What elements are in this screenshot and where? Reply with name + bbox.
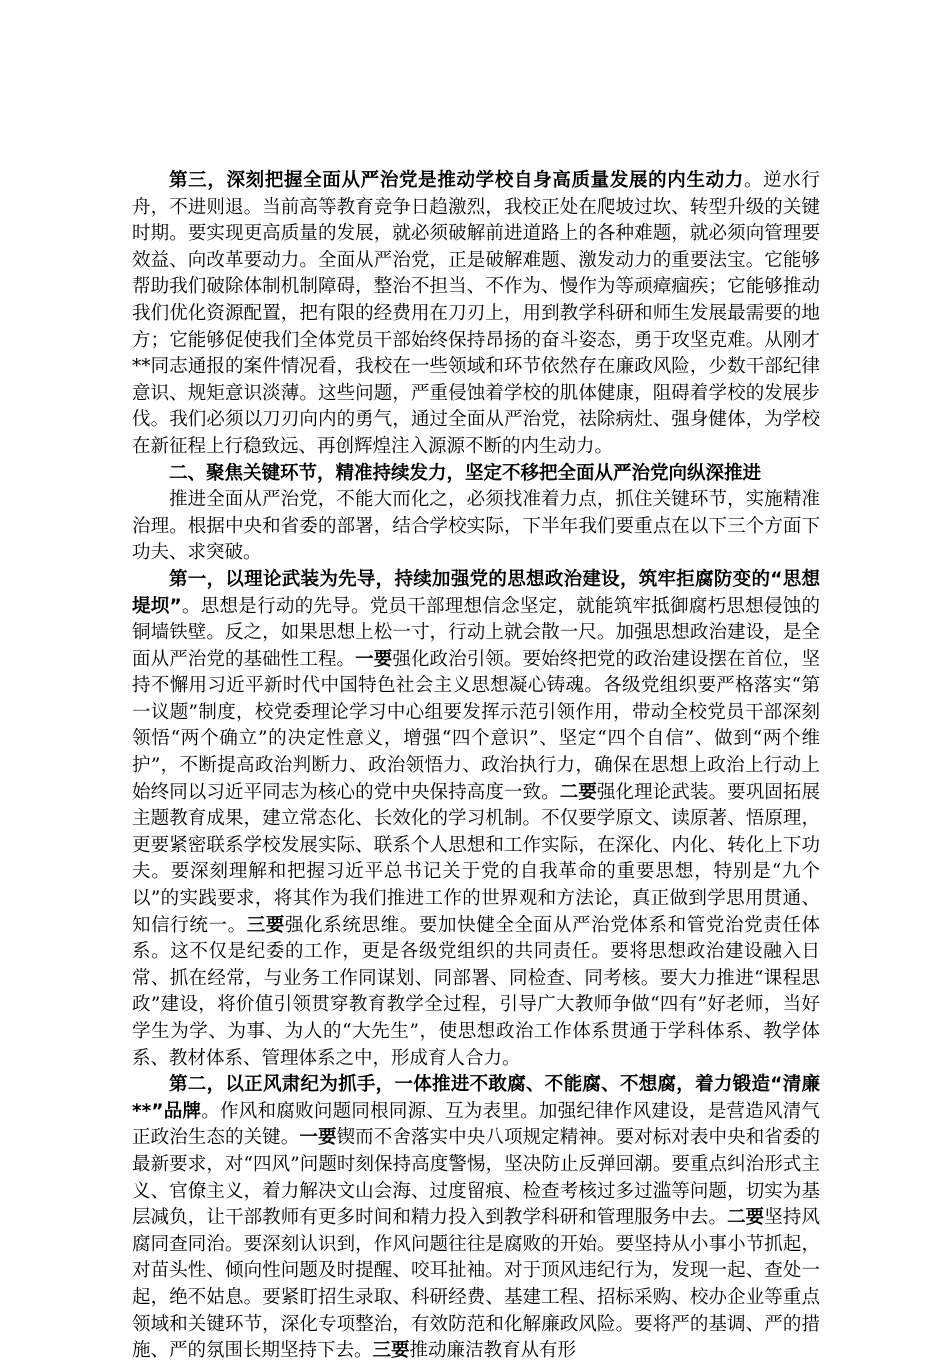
point-marker: 三要 (372, 1340, 410, 1362)
paragraph-body: 。思想是行动的先导。党员干部理想信念坚定，就能筑牢抵御腐朽思想侵蚀的铜墙铁壁。反之，如果思想上松一寸，行动上就会散一尺。加强思想政治建设，是全面从严治党的基础性工程。 (132, 595, 820, 670)
paragraph-body: 强化政治引领。要始终把党的政治建设摆在首位，坚持不懈用习近平新时代中国特色社会主义思想凝心铸魂。各级党组织要严格落实“第一议题”制度，校党委理论学习中心组要发挥示范引领作用，带动全校党员干部深刻领悟“两个确立”的决定性意义，增强“四个意识”、坚定“四个自信”、做到“两个维护”，不断提高政治判断力、政治领悟力、政治执行力，确保在思想上政治上行动上始终同以习近平同志为核心的党中央保持高度一致。 (132, 648, 820, 803)
paragraph-theory-first (132, 567, 820, 1072)
paragraph-lead: 第二，以正风肃纪为抓手，一体推进不敢腐、不能腐、不想腐，着力锻造“清廉**”品牌 (132, 1074, 820, 1122)
document-page (132, 168, 820, 1365)
point-marker: 二要 (559, 781, 597, 803)
point-marker: 二要 (727, 1207, 765, 1229)
paragraph-internal-driving-force (132, 168, 820, 461)
paragraph-body: 坚持风腐同查同治。要深刻认识到，作风问题往往是腐败的开始。要坚持从小事小节抓起，对苗头性、倾向性问题及时提醒、咬耳扯袖。对于顶风违纪行为，发现一起、查处一起，绝不姑息。要紧盯招生录取、科研经费、基建工程、招标采购、校办企业等重点领域和关键环节，深化专项整治，有效防范和化解廉政风险。要将严的基调、严的措施、严的氛围长期坚持下去。 (132, 1207, 820, 1362)
paragraph-lead: 第一，以理论武装为先导，持续加强党的思想政治建设，筑牢拒腐防变的“思想堤坝” (132, 568, 820, 617)
paragraph-body: 强化理论武装。要巩固拓展主题教育成果，建立常态化、长效化的学习机制。不仅要学原文、读原著、悟原理，更要紧密联系学校发展实际、联系个人思想和工作实际，在深化、内化、转化上下功夫。要深刻理解和把握习近平总书记关于党的自我革命的重要思想，特别是“九个以”的实践要求，将其作为我们推进工作的世界观和方法论，真正做到学思用贯通、知信行统一。 (132, 781, 820, 936)
paragraph-body: 。逆水行舟，不进则退。当前高等教育竞争日趋激烈，我校正处在爬坡过坎、转型升级的关键时期。要实现更高质量的发展，就必须破解前进道路上的各种难题，就必须向管理要效益、向改革要动力。全面从严治党，正是破解难题、激发动力的重要法宝。它能够帮助我们破除体制机制障碍，整治不担当、不作为、慢作为等顽瘴痼疾；它能够推动我们优化资源配置，把有限的经费用在刀刃上，用到教学科研和师生发展最需要的地方；它能够促使我们全体党员干部始终保持昂扬的奋斗姿态，勇于攻坚克难。从刚才**同志通报的案件情况看，我校在一些领域和环节依然存在廉政风险，少数干部纪律意识、规矩意识淡薄。这些问题，严重侵蚀着学校的肌体健康，阻碍着学校的发展步伐。我们必须以刀刃向内的勇气，通过全面从严治党，祛除病灶、强身健体，为学校在新征程上行稳致远、再创辉煌注入源源不断的内生动力。 (132, 170, 820, 457)
point-marker: 一要 (299, 1127, 337, 1149)
paragraph-body: 锲而不舍落实中央八项规定精神。要对标对表中央和省委的最新要求，对“四风”问题时刻保持高度警惕，坚决防止反弹回潮。要重点纠治形式主义、官僚主义，着力解决文山会海、过度留痕、检查考核过多过滥等问题，切实为基层减负，让干部教师有更多时间和精力投入到教学科研和管理服务中去。 (132, 1127, 820, 1229)
paragraph-lead: 第三，深刻把握全面从严治党是推动学校自身高质量发展的内生动力 (169, 170, 744, 191)
paragraph-body: 强化系统思维。要加快健全全面从严治党体系和管党治党责任体系。这不仅是纪委的工作，更是各级党组织的共同责任。要将思想政治建设融入日常、抓在经常，与业务工作同谋划、同部署、同检查、同考核。要大力推进“课程思政”建设，将价值引领贯穿教育教学全过程，引导广大教师争做“四有”好老师，当好学生为学、为事、为人的“大先生”，使思想政治工作体系贯通于学科体系、教学体系、教材体系、管理体系之中，形成育人合力。 (132, 914, 820, 1069)
paragraph-body: 推动廉洁教育从有形 (409, 1340, 577, 1362)
paragraph-discipline-second (132, 1072, 820, 1365)
point-marker: 一要 (355, 648, 393, 670)
point-marker: 三要 (246, 914, 286, 936)
section-heading-2: 二、聚焦关键环节，精准持续发力，坚定不移把全面从严治党向纵深推进 (169, 462, 762, 484)
paragraph-intro: 推进全面从严治党，不能大而化之，必须找准着力点，抓住关键环节，实施精准治理。根据中央和省委的部署，结合学校实际，下半年我们要重点在以下三个方面下功夫、求突破。 (132, 489, 820, 564)
paragraph-body: 。作风和腐败问题同根同源、互为表里。加强纪律作风建设，是营造风清气正政治生态的关键。 (132, 1100, 820, 1149)
